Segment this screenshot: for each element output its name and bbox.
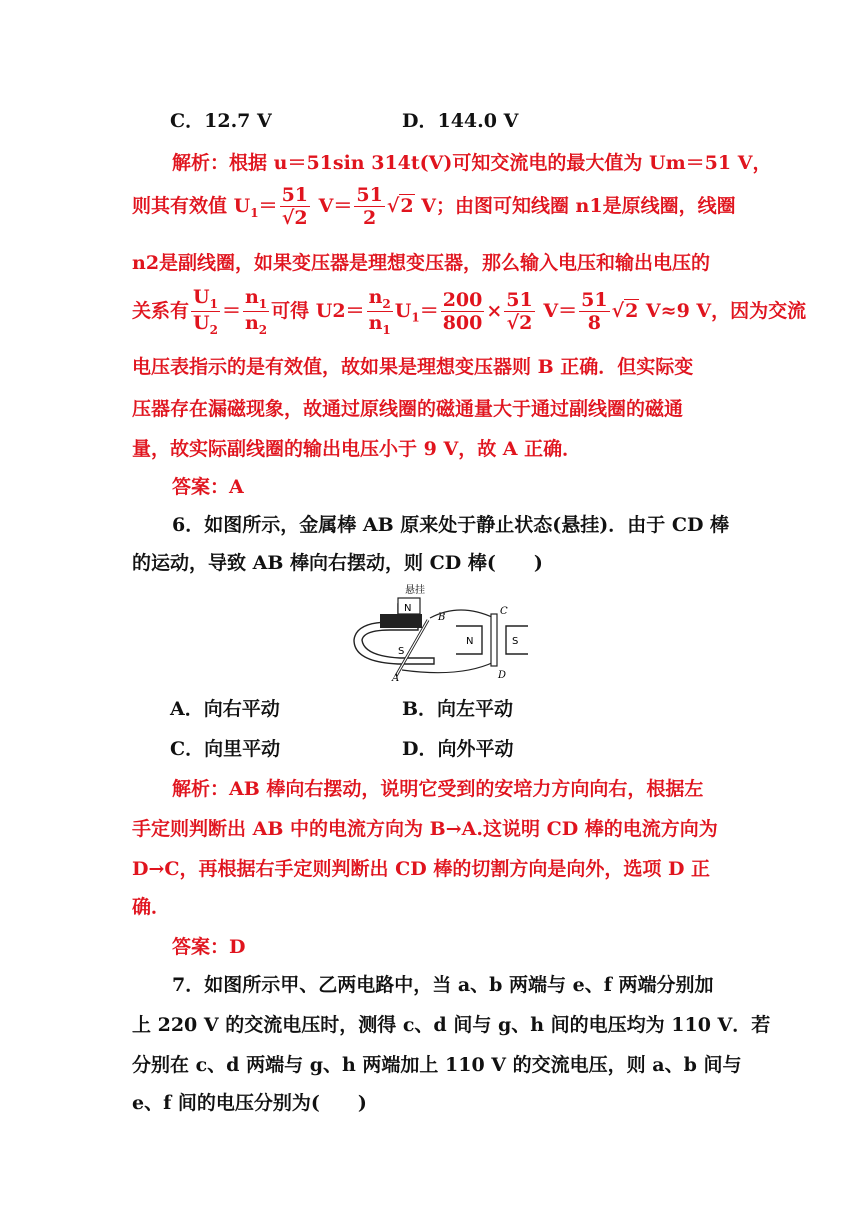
label-hang: 悬挂: [405, 585, 425, 596]
label-s1: S: [398, 646, 405, 657]
label-d: D: [498, 670, 507, 681]
q6-option-a: A．向右平动: [170, 698, 280, 720]
answer-q5: 答案：A: [172, 476, 244, 498]
option-d: D．144.0 V: [402, 110, 519, 132]
q7-line-3: 分别在 c、d 两端与 g、h 两端加上 110 V 的交流电压，则 a、b 间与: [132, 1054, 742, 1076]
label-s2: S: [512, 636, 519, 647]
analysis-line-4: 关系有 $\frac{U_1}{U_2}$ ＝ $\frac{n_1}{n_2}$ 可得 U2＝ $\frac{n_2}{n_1}$ $U_1=$ $\frac{200}{800}$ × $\frac{51}{√2}$ V＝ $\frac{51}{8}$ √2 V≈9 V，因为交流: [132, 286, 807, 337]
q6-option-d: D．向外平动: [402, 738, 514, 760]
analysis-line-6: 压器存在漏磁现象，故通过原线圈的磁通量大于通过副线圈的磁通: [132, 398, 684, 420]
label-c: C: [500, 606, 508, 617]
q7-line-4: e、f 间的电压分别为( ): [132, 1092, 367, 1114]
q6-option-c: C．向里平动: [170, 738, 281, 760]
fraction: $\frac{51}{2}$: [356, 184, 383, 229]
magnet-rods-figure: [350, 582, 532, 682]
fraction: $\frac{51}{√2}$: [281, 184, 309, 229]
label-n1: N: [404, 603, 412, 614]
q6-analysis-line-2: 手定则判断出 AB 中的电流方向为 B→A.这说明 CD 棒的电流方向为: [132, 818, 718, 840]
option-c: C．12.7 V: [170, 110, 272, 132]
analysis-line-3: n2是副线圈，如果变压器是理想变压器，那么输入电压和输出电压的: [132, 252, 711, 274]
analysis-label: 解析：: [172, 152, 230, 174]
analysis-line-2: 则其有效值 $U_1=$ $\frac{51}{√2}$ V＝ $\frac{51}{2}$ √2 V；由图可知线圈 n1是原线圈，线圈: [132, 184, 736, 229]
analysis-line-1: 解析：根据 u＝51sin 314t(V)可知交流电的最大值为 Um＝51 V，: [172, 152, 772, 174]
label-a: A: [392, 673, 400, 682]
q7-line-1: 7．如图所示甲、乙两电路中，当 a、b 两端与 e、f 两端分别加: [172, 974, 714, 996]
q6-stem-line-2: 的运动，导致 AB 棒向右摆动，则 CD 棒( ): [132, 552, 543, 574]
label-n2: N: [466, 636, 474, 647]
analysis-line-7: 量，故实际副线圈的输出电压小于 9 V，故 A 正确．: [132, 438, 582, 460]
label-b: B: [438, 612, 446, 623]
q6-analysis-line-3: D→C，再根据右手定则判断出 CD 棒的切割方向是向外，选项 D 正: [132, 858, 711, 880]
q6-analysis-line-4: 确．: [132, 896, 171, 918]
answer-q6: 答案：D: [172, 936, 246, 958]
q7-line-2: 上 220 V 的交流电压时，测得 c、d 间与 g、h 间的电压均为 110 V．若: [132, 1014, 771, 1036]
q6-option-b: B．向左平动: [402, 698, 514, 720]
analysis-line-5: 电压表指示的是有效值，故如果是理想变压器则 B 正确．但实际变: [132, 356, 694, 378]
q6-stem-line-1: 6．如图所示，金属棒 AB 原来处于静止状态(悬挂)．由于 CD 棒: [172, 514, 730, 536]
q6-analysis-line-1: 解析：AB 棒向右摆动，说明它受到的安培力方向向右，根据左: [172, 778, 704, 800]
